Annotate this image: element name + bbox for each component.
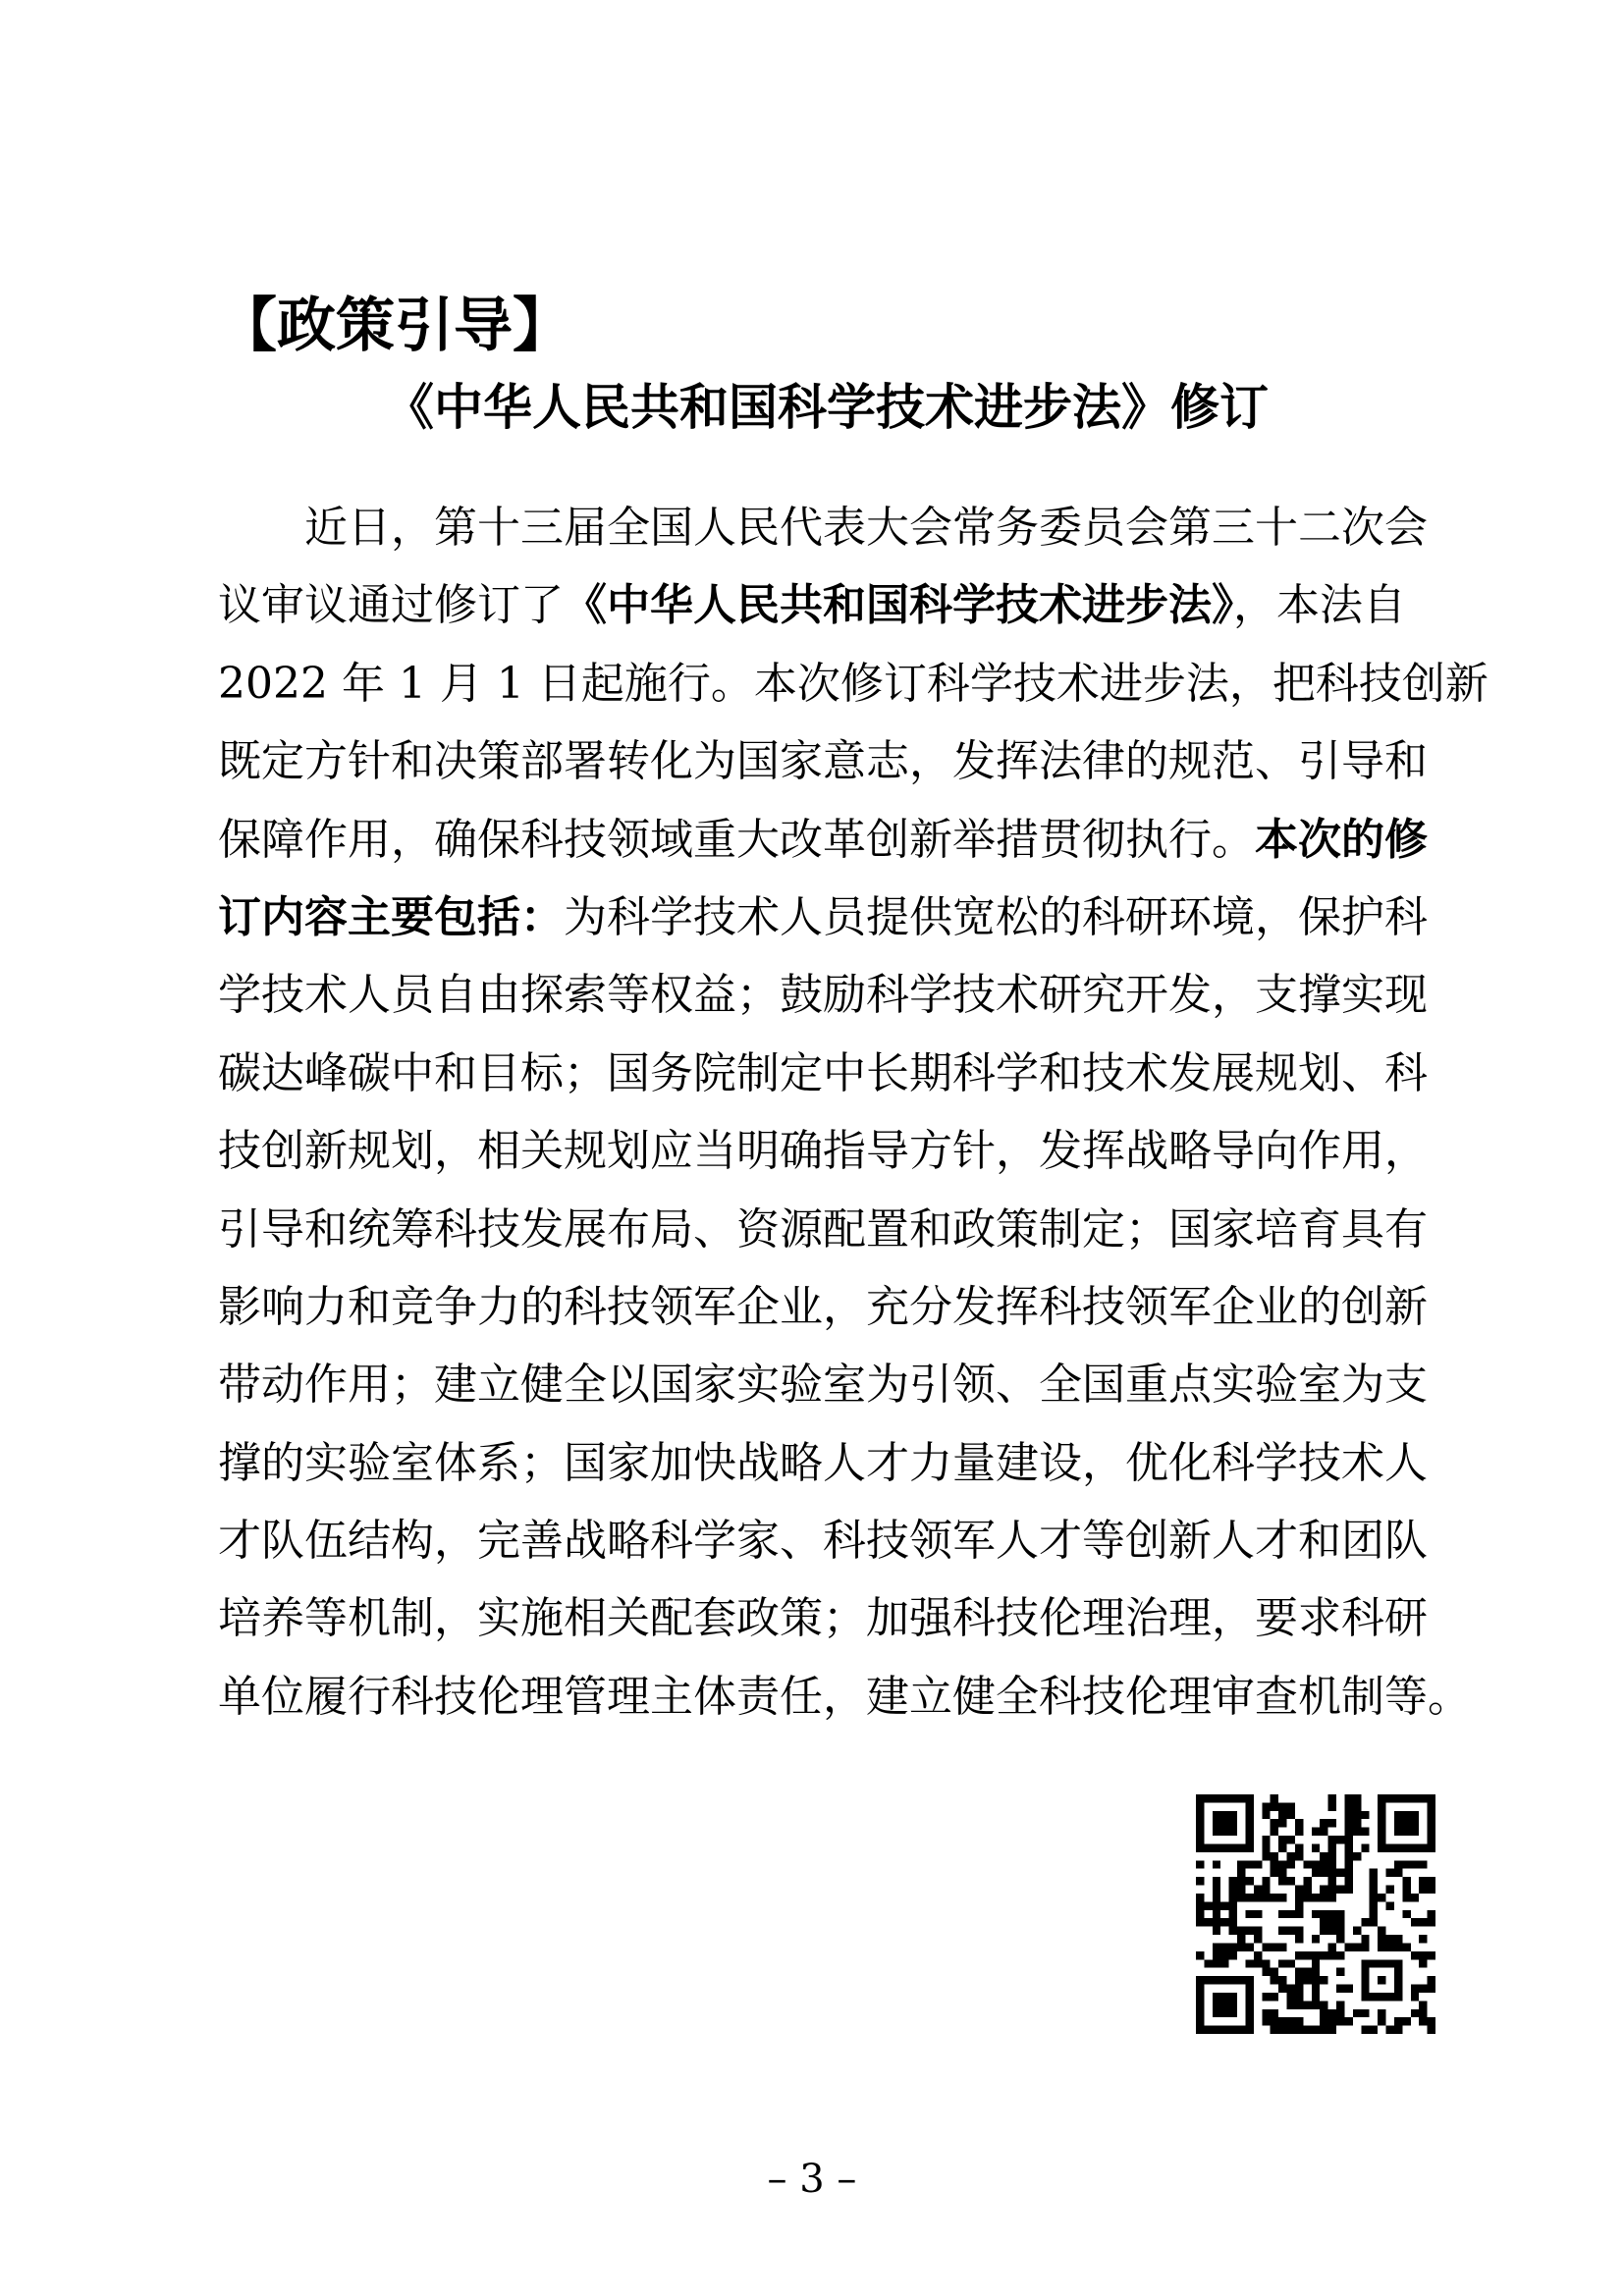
highlight-bold: 本次的修: [1255, 814, 1428, 865]
paragraph-line: [218, 566, 1435, 644]
paragraph-line: 技创新规划，相关规划应当明确指导方针，发挥战略导向作用，: [218, 1126, 1428, 1177]
page-number: – 3 –: [767, 2157, 857, 2202]
paragraph-line: 引导和统筹科技发展布局、资源配置和政策制定；国家培育具有: [218, 1203, 1428, 1255]
paragraph-line: [218, 801, 1435, 879]
paragraph-line: 近日，第十三届全国人民代表大会常务委员会第三十二次会: [304, 503, 1428, 553]
paragraph-line: 带动作用；建立健全以国家实验室为引领、全国重点实验室为支: [218, 1360, 1428, 1411]
paragraph-line: 学技术人员自由探索等权益；鼓励科学技术研究开发，支撑实现: [218, 970, 1428, 1021]
paragraph-line: 2022 年 1 月 1 日起施行。本次修订科学技术进步法，把科技创新: [218, 658, 1489, 709]
paragraph-line: 单位履行科技伦理管理主体责任，建立健全科技伦理审查机制等。: [218, 1671, 1471, 1722]
paragraph-line: 撑的实验室体系；国家加快战略人才力量建设，优化科学技术人: [218, 1437, 1428, 1488]
line-text: 订内容主要包括：为科学技术人员提供宽松的科研环境，保护科: [218, 891, 1428, 942]
paragraph-line: 既定方针和决策部署转化为国家意志，发挥法律的规范、引导和: [218, 736, 1428, 787]
paragraph-line: 培养等机制，实施相关配套政策；加强科技伦理治理，要求科研: [218, 1593, 1428, 1644]
page-title: 《中华人民共和国科学技术进步法》修订: [385, 379, 1269, 436]
law-title-bold: 《中华人民共和国科学技术进步法》: [564, 580, 1233, 631]
paragraph-line: 才队伍结构，完善战略科学家、科技领军人才等创新人才和团队: [218, 1516, 1428, 1567]
line-text: 保障作用，确保科技领域重大改革创新举措贯彻执行。本次的修: [218, 814, 1428, 865]
body-paragraph: [218, 489, 1489, 1735]
section-tag: 【政策引导】: [218, 292, 571, 360]
line-text: 议审议通过修订了《中华人民共和国科学技术进步法》，本法自: [218, 580, 1406, 631]
paragraph-line: [218, 879, 1435, 956]
paragraph-line: 碳达峰碳中和目标；国务院制定中长期科学和技术发展规划、科: [218, 1047, 1428, 1098]
paragraph-line: 影响力和竞争力的科技领军企业，充分发挥科技领军企业的创新: [218, 1281, 1428, 1332]
qr-code-icon[interactable]: [1196, 1794, 1435, 2034]
highlight-bold: 订内容主要包括：: [218, 891, 564, 942]
